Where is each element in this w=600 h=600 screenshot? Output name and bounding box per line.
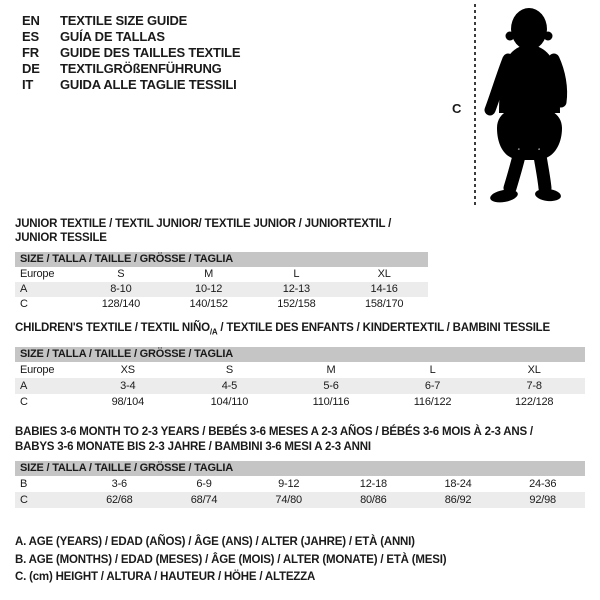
- table-row-age: [15, 282, 428, 297]
- table-junior-body: [15, 267, 428, 312]
- cell: 116/122: [413, 396, 452, 409]
- cell: 12-13: [282, 283, 310, 295]
- table-row-height: [15, 297, 428, 312]
- table-children-title: [15, 321, 585, 339]
- cell: S: [225, 364, 233, 377]
- cell: 68/74: [190, 494, 218, 506]
- language-code: EN: [22, 13, 40, 28]
- table-children-body: [15, 362, 585, 410]
- row-label: C: [20, 494, 28, 506]
- title-line-2: BABYS 3-6 MONATE BIS 2-3 JAHRE / BAMBINI 3-6 MESI A 2-3 ANNI: [15, 441, 371, 453]
- cell: 3-4: [120, 380, 136, 393]
- language-row-it: [22, 77, 240, 93]
- row-label: C: [20, 396, 28, 409]
- cell: 12-18: [359, 478, 387, 490]
- cell: M: [326, 364, 336, 377]
- cell: L: [293, 268, 300, 280]
- row-label: A: [20, 380, 28, 393]
- row-label: Europe: [20, 364, 55, 377]
- table-babies-body: [15, 476, 585, 508]
- cell: 4-5: [221, 380, 238, 393]
- legend-item-age-years: A. AGE (YEARS) / EDAD (AÑOS) / ÂGE (ANS) / ALTER (JAHRE) / ETÀ (ANNI): [15, 536, 415, 548]
- language-code: ES: [22, 29, 39, 44]
- table-row-europe: [15, 362, 585, 378]
- table-children: [15, 321, 585, 410]
- legend: [15, 534, 446, 587]
- table-row-height: [15, 492, 585, 508]
- cell: L: [429, 364, 436, 377]
- cell: 128/140: [101, 298, 141, 310]
- row-label: Europe: [20, 268, 55, 280]
- cell: 80/86: [360, 494, 387, 506]
- cell: 104/110: [210, 396, 249, 409]
- cell: 18-24: [444, 478, 472, 490]
- language-title: GUÍA DE TALLAS: [60, 29, 165, 44]
- language-code: FR: [22, 45, 39, 60]
- cell: 8-10: [110, 283, 132, 295]
- cell: 24-36: [529, 478, 557, 490]
- table-junior: [15, 217, 428, 312]
- cell: XS: [120, 364, 135, 377]
- title-text: / TEXTILE DES ENFANTS / KINDERTEXTIL / BAMBINI TESSILE: [217, 322, 550, 334]
- table-row-age-months: [15, 476, 585, 492]
- cell: M: [204, 268, 214, 280]
- legend-item-age-months: B. AGE (MONTHS) / EDAD (MESES) / ÂGE (MOIS) / ALTER (MONATE) / ETÀ (MESI): [15, 553, 447, 566]
- cell: 62/68: [106, 494, 133, 506]
- table-row-height: [15, 394, 585, 410]
- baby-silhouette-svg: [483, 7, 573, 207]
- cell: 10-12: [195, 283, 223, 295]
- cell: 6-7: [424, 380, 441, 393]
- cell: 152/158: [277, 298, 316, 310]
- title-text: CHILDREN'S TEXTILE / TEXTIL NIÑO: [15, 322, 210, 334]
- cell: S: [117, 268, 125, 280]
- language-row-es: [22, 29, 240, 45]
- cell: 7-8: [526, 380, 542, 393]
- language-code: IT: [22, 77, 34, 92]
- cell: 3-6: [111, 478, 127, 490]
- language-title: TEXTILGRÖßENFÜHRUNG: [60, 61, 222, 76]
- language-row-en: [22, 13, 240, 29]
- row-label: C: [20, 298, 28, 310]
- language-row-de: [22, 61, 240, 77]
- table-babies-header-bar: SIZE / TALLA / TAILLE / GRÖSSE / TAGLIA: [15, 461, 585, 476]
- cell: 158/170: [364, 298, 404, 310]
- cell: 6-9: [196, 478, 212, 490]
- cell: 140/152: [189, 298, 228, 310]
- cell: 110/116: [312, 396, 350, 409]
- cell: 122/128: [514, 396, 554, 409]
- table-row-age: [15, 378, 585, 394]
- cell: XL: [377, 268, 391, 280]
- language-list: [22, 13, 240, 93]
- table-junior-title: JUNIOR TEXTILE / TEXTIL JUNIOR/ TEXTILE JUNIOR / JUNIORTEXTIL / JUNIOR TESSILE: [15, 218, 392, 244]
- cell: 14-16: [370, 283, 398, 295]
- table-row-europe: [15, 267, 428, 282]
- cell: 9-12: [278, 478, 300, 490]
- table-children-header-bar: SIZE / TALLA / TAILLE / GRÖSSE / TAGLIA: [15, 347, 585, 362]
- title-subscript: /A: [209, 327, 218, 337]
- baby-silhouette: [483, 7, 573, 207]
- table-babies: [15, 425, 585, 508]
- cell: 5-6: [323, 380, 339, 393]
- table-babies-title: [15, 425, 585, 455]
- height-label-c: C: [452, 101, 462, 116]
- cell: 86/92: [444, 494, 472, 506]
- table-junior-header-bar: SIZE / TALLA / TAILLE / GRÖSSE / TAGLIA: [15, 252, 428, 267]
- cell: 74/80: [275, 494, 302, 506]
- cell: XL: [527, 364, 541, 377]
- row-label: A: [20, 283, 28, 295]
- cell: 98/104: [111, 396, 145, 409]
- language-row-fr: [22, 45, 240, 61]
- cell: 92/98: [529, 494, 556, 506]
- title-line-1: BABIES 3-6 MONTH TO 2-3 YEARS / BEBÉS 3-6 MESES A 2-3 AÑOS / BÉBÉS 3-6 MOIS À 2-3 ANS /: [15, 426, 533, 438]
- height-measure-dotted-line: [474, 4, 476, 207]
- row-label: B: [20, 478, 28, 490]
- language-title: TEXTILE SIZE GUIDE: [60, 13, 188, 28]
- language-code: DE: [22, 61, 40, 76]
- legend-item-height: C. (cm) HEIGHT / ALTURA / HAUTEUR / HÖHE / ALTEZZA: [15, 571, 316, 583]
- language-title: GUIDE DES TAILLES TEXTILE: [60, 45, 241, 60]
- language-title: GUIDA ALLE TAGLIE TESSILI: [60, 77, 237, 92]
